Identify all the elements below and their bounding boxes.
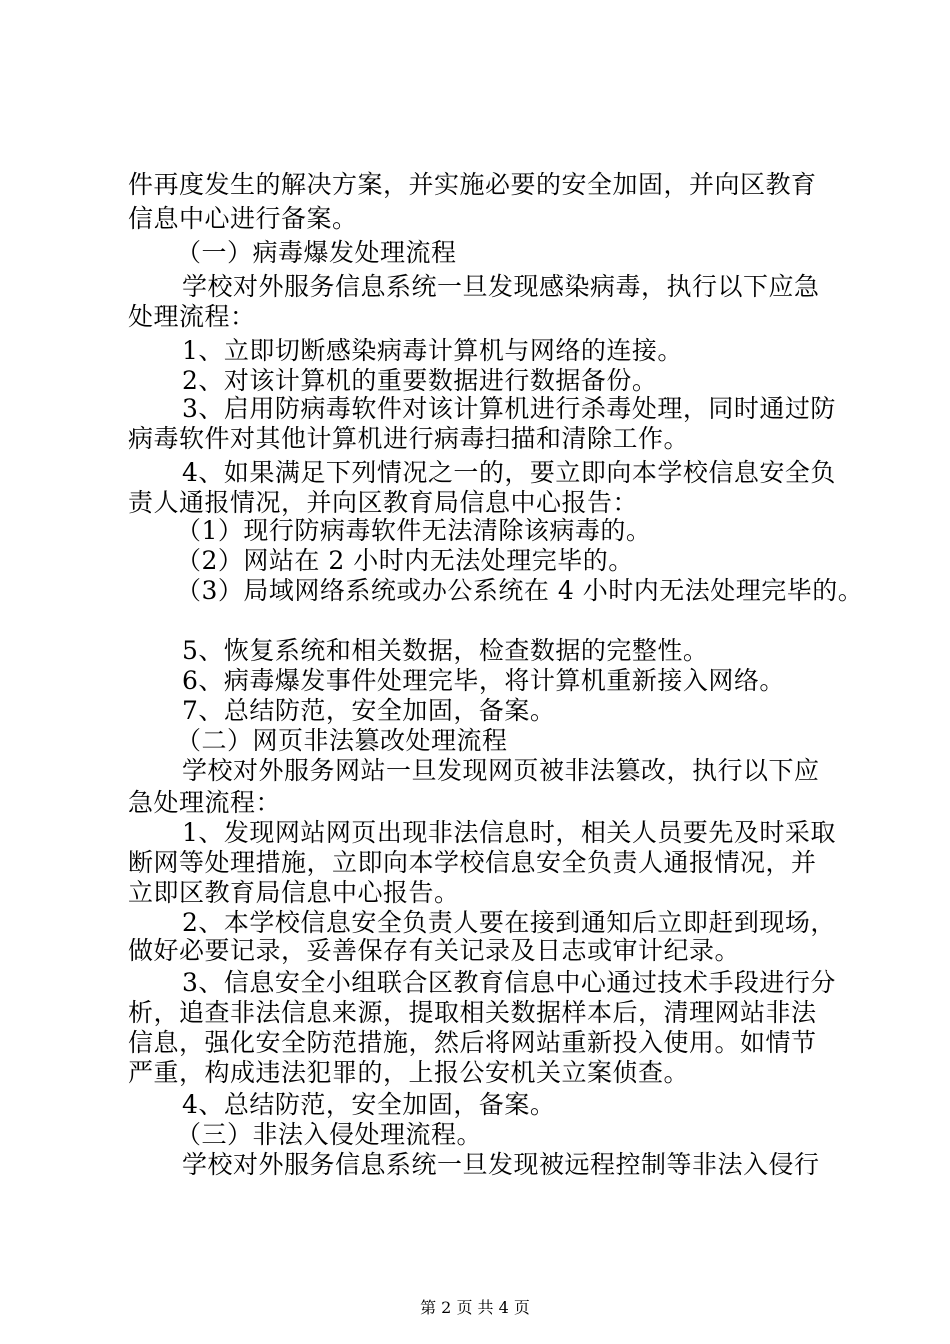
list-item: 4、总结防范，安全加固，备案。	[182, 1090, 556, 1119]
sub-list-item: （3）局域网络系统或办公系统在 4 小时内无法处理完毕的。	[176, 576, 864, 605]
sub-list-item: （2）网站在 2 小时内无法处理完毕的。	[176, 546, 634, 575]
list-item: 6、病毒爆发事件处理完毕，将计算机重新接入网络。	[182, 666, 785, 695]
text-line: 处理流程：	[128, 302, 256, 331]
sub-list-item: （1）现行防病毒软件无法清除该病毒的。	[176, 516, 652, 545]
text-line: 学校对外服务信息系统一旦发现被远程控制等非法入侵行	[182, 1150, 820, 1179]
text-line: 断网等处理措施，立即向本学校信息安全负责人通报情况，并	[128, 848, 817, 877]
list-item: 3、信息安全小组联合区教育信息中心通过技术手段进行分	[182, 968, 836, 997]
text-line: 信息，强化安全防范措施，然后将网站重新投入使用。如情节	[128, 1028, 817, 1057]
list-item: 1、发现网站网页出现非法信息时，相关人员要先及时采取	[182, 818, 836, 847]
section-heading: （三）非法入侵处理流程。	[176, 1120, 483, 1149]
text-line: 学校对外服务信息系统一旦发现感染病毒，执行以下应急	[182, 272, 820, 301]
text-line: 信息中心进行备案。	[128, 204, 358, 233]
list-item: 5、恢复系统和相关数据，检查数据的完整性。	[182, 636, 709, 665]
text-line: 件再度发生的解决方案，并实施必要的安全加固，并向区教育	[128, 170, 817, 199]
section-heading: （二）网页非法篡改处理流程	[176, 726, 508, 755]
list-item: 2、对该计算机的重要数据进行数据备份。	[182, 366, 658, 395]
section-heading: （一）病毒爆发处理流程	[176, 238, 457, 267]
text-line: 立即区教育局信息中心报告。	[128, 878, 460, 907]
text-line: 析，追查非法信息来源，提取相关数据样本后，清理网站非法	[128, 998, 817, 1027]
list-item: 4、如果满足下列情况之一的，要立即向本学校信息安全负	[182, 458, 836, 487]
text-line: 责人通报情况，并向区教育局信息中心报告：	[128, 488, 639, 517]
text-line: 急处理流程：	[128, 788, 282, 817]
text-line: 严重，构成违法犯罪的，上报公安机关立案侦查。	[128, 1058, 690, 1087]
list-item: 3、启用防病毒软件对该计算机进行杀毒处理，同时通过防	[182, 394, 836, 423]
list-item: 1、立即切断感染病毒计算机与网络的连接。	[182, 336, 683, 365]
text-line: 病毒软件对其他计算机进行病毒扫描和清除工作。	[128, 424, 690, 453]
list-item: 7、总结防范，安全加固，备案。	[182, 696, 556, 725]
list-item: 2、本学校信息安全负责人要在接到通知后立即赶到现场，	[182, 908, 836, 937]
page-number-footer: 第 2 页 共 4 页	[420, 1298, 530, 1317]
text-line: 做好必要记录，妥善保存有关记录及日志或审计纪录。	[128, 936, 741, 965]
text-line: 学校对外服务网站一旦发现网页被非法篡改，执行以下应	[182, 756, 820, 785]
